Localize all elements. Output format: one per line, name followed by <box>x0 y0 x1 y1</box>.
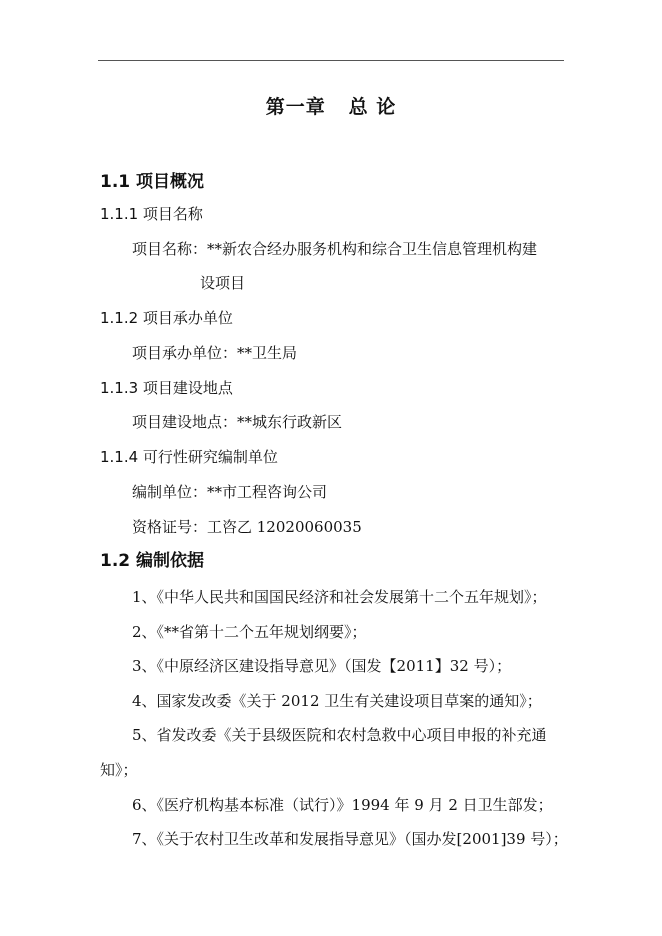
chapter-title: 第一章 总 论 <box>265 96 397 118</box>
header-rule <box>98 60 564 61</box>
undertaking-unit-line: 项目承办单位：**卫生局 <box>132 344 298 362</box>
subsection-heading-1-1-2: 1.1.2 项目承办单位 <box>100 309 233 327</box>
basis-item-6: 6、《医疗机构基本标准（试行）》1994 年 9 月 2 日卫生部发； <box>132 796 553 814</box>
subsection-heading-1-1-3: 1.1.3 项目建设地点 <box>100 379 233 397</box>
qualification-number-line: 资格证号：工咨乙 12020060035 <box>132 518 362 536</box>
section-heading-1-2: 1.2 编制依据 <box>100 551 205 571</box>
basis-item-1: 1、《中华人民共和国国民经济和社会发展第十二个五年规划》； <box>132 588 547 606</box>
basis-item-3: 3、《中原经济区建设指导意见》（国发【2011】32 号）； <box>132 657 512 675</box>
basis-item-4: 4、国家发改委《关于 2012 卫生有关建设项目草案的通知》； <box>132 692 542 710</box>
construction-site-line: 项目建设地点：**城东行政新区 <box>132 413 343 431</box>
subsection-heading-1-1-1: 1.1.1 项目名称 <box>100 205 203 223</box>
basis-item-2: 2、《**省第十二个五年规划纲要》； <box>132 623 367 641</box>
basis-item-5-continuation: 知》； <box>100 761 138 779</box>
subsection-heading-1-1-4: 1.1.4 可行性研究编制单位 <box>100 448 278 466</box>
project-name-line-2: 设项目 <box>200 274 246 292</box>
compiling-unit-line: 编制单位：**市工程咨询公司 <box>132 483 328 501</box>
project-name-line-1: 项目名称：**新农合经办服务机构和综合卫生信息管理机构建 <box>132 240 538 258</box>
section-heading-1-1: 1.1 项目概况 <box>100 172 205 192</box>
basis-item-7: 7、《关于农村卫生改革和发展指导意见》（国办发[2001]39 号）； <box>132 830 568 848</box>
basis-item-5: 5、省发改委《关于县级医院和农村急救中心项目申报的补充通 <box>132 726 547 744</box>
